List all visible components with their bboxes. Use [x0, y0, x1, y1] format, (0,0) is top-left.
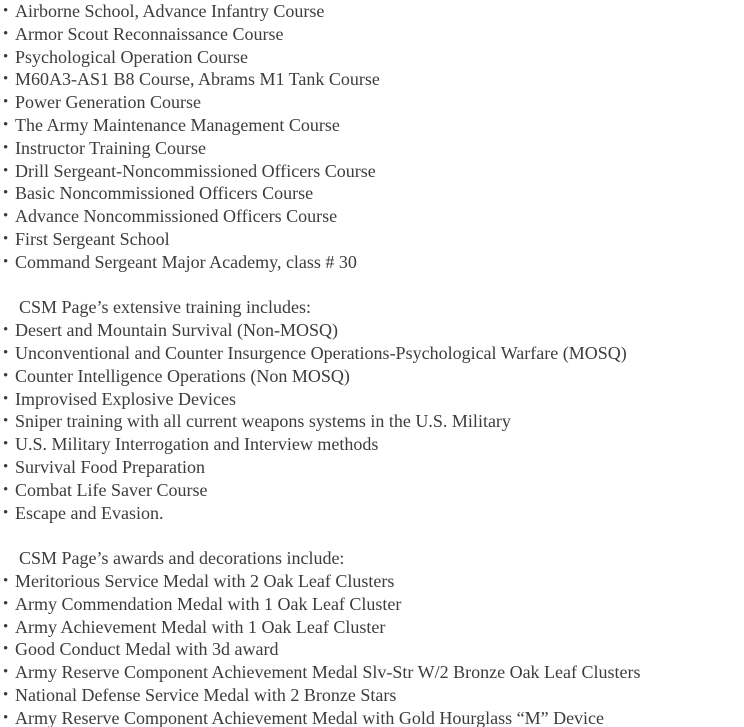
list-item [0, 137, 744, 160]
list-item [0, 182, 744, 205]
bullet-icon: • [3, 344, 9, 361]
list-item-text: Basic Noncommissioned Officers Course [15, 183, 314, 204]
list-item [0, 570, 744, 593]
list-item-text: Army Commendation Medal with 1 Oak Leaf Cluster [15, 593, 402, 614]
list-item [0, 593, 744, 616]
list-item-text: Good Conduct Medal with 3d award [15, 639, 279, 660]
bullet-icon: • [3, 664, 9, 681]
list-item-text: Psychological Operation Course [15, 46, 248, 67]
bullet-icon: • [3, 458, 9, 475]
bullet-icon: • [3, 230, 9, 247]
list-item [0, 91, 744, 114]
list-item-text: Survival Food Preparation [15, 456, 205, 477]
training-heading: CSM Page’s extensive training includes: [19, 297, 311, 318]
list-item [0, 160, 744, 183]
courses-list [0, 0, 744, 274]
bullet-icon: • [3, 390, 9, 407]
bullet-icon: • [3, 572, 9, 589]
list-item-text: Advance Noncommissioned Officers Course [15, 206, 338, 227]
list-item-text: Escape and Evasion. [15, 502, 164, 523]
list-item-text: M60A3-AS1 B8 Course, Abrams M1 Tank Course [15, 69, 380, 90]
list-item [0, 365, 744, 388]
list-item [0, 342, 744, 365]
bullet-icon: • [3, 367, 9, 384]
list-item-text: U.S. Military Interrogation and Interview methods [15, 434, 379, 455]
list-item [0, 684, 744, 707]
list-item-text: Unconventional and Counter Insurgence Operations-Psychological Warfare (MOSQ) [15, 342, 627, 363]
bullet-icon: • [3, 25, 9, 42]
list-item [0, 68, 744, 91]
list-item-text: Airborne School, Advance Infantry Course [15, 1, 325, 21]
list-item [0, 0, 744, 23]
bullet-icon: • [3, 709, 9, 726]
list-item-text: Army Reserve Component Achievement Medal Slv-Str W/2 Bronze Oak Leaf Clusters [15, 662, 641, 683]
bullet-icon: • [3, 595, 9, 612]
bullet-icon: • [3, 481, 9, 498]
list-item-text: National Defense Service Medal with 2 Bronze Stars [15, 684, 397, 705]
list-item [0, 319, 744, 342]
list-item [0, 23, 744, 46]
list-item-text: Instructor Training Course [15, 137, 206, 158]
awards-list [0, 570, 744, 727]
list-item [0, 661, 744, 684]
bullet-icon: • [3, 641, 9, 658]
list-item [0, 502, 744, 525]
list-item-text: Desert and Mountain Survival (Non-MOSQ) [15, 320, 338, 341]
list-item [0, 114, 744, 137]
bullet-icon: • [3, 139, 9, 156]
list-item [0, 251, 744, 274]
list-item [0, 388, 744, 411]
bullet-icon: • [3, 48, 9, 65]
list-item [0, 707, 744, 727]
list-item-text: Armor Scout Reconnaissance Course [15, 23, 284, 44]
bullet-icon: • [3, 253, 9, 270]
list-item-text: Army Reserve Component Achievement Medal with Gold Hourglass “M” Device [15, 707, 605, 727]
bullet-icon: • [3, 618, 9, 635]
list-item-text: Counter Intelligence Operations (Non MOSQ) [15, 365, 350, 386]
list-item [0, 205, 744, 228]
bullet-icon: • [3, 94, 9, 111]
paragraph-spacer [0, 524, 744, 547]
list-item [0, 616, 744, 639]
list-item [0, 46, 744, 69]
list-item-text: Sniper training with all current weapons systems in the U.S. Military [15, 411, 511, 432]
paragraph-spacer [0, 274, 744, 297]
list-item-text: The Army Maintenance Management Course [15, 114, 340, 135]
list-item-text: Combat Life Saver Course [15, 479, 208, 500]
training-list [0, 319, 744, 524]
list-item-text: Power Generation Course [15, 92, 201, 113]
list-item-text: Meritorious Service Medal with 2 Oak Leaf Clusters [15, 570, 395, 591]
list-item-text: Army Achievement Medal with 1 Oak Leaf Cluster [15, 616, 386, 637]
list-item [0, 410, 744, 433]
awards-heading: CSM Page’s awards and decorations include: [19, 548, 345, 569]
bullet-icon: • [3, 71, 9, 88]
bullet-icon: • [3, 686, 9, 703]
list-item [0, 638, 744, 661]
bullet-icon: • [3, 116, 9, 133]
list-item-text: First Sergeant School [15, 228, 170, 249]
list-item-text: Command Sergeant Major Academy, class # 30 [15, 251, 357, 272]
list-item [0, 456, 744, 479]
bullet-icon: • [3, 185, 9, 202]
bullet-icon: • [3, 413, 9, 430]
list-item [0, 479, 744, 502]
list-item [0, 433, 744, 456]
list-item [0, 228, 744, 251]
bullet-icon: • [3, 322, 9, 339]
list-item-text: Drill Sergeant-Noncommissioned Officers Course [15, 160, 376, 181]
bullet-icon: • [3, 504, 9, 521]
bullet-icon: • [3, 162, 9, 179]
bullet-icon: • [3, 3, 9, 19]
list-item-text: Improvised Explosive Devices [15, 388, 236, 409]
bullet-icon: • [3, 208, 9, 225]
bullet-icon: • [3, 436, 9, 453]
